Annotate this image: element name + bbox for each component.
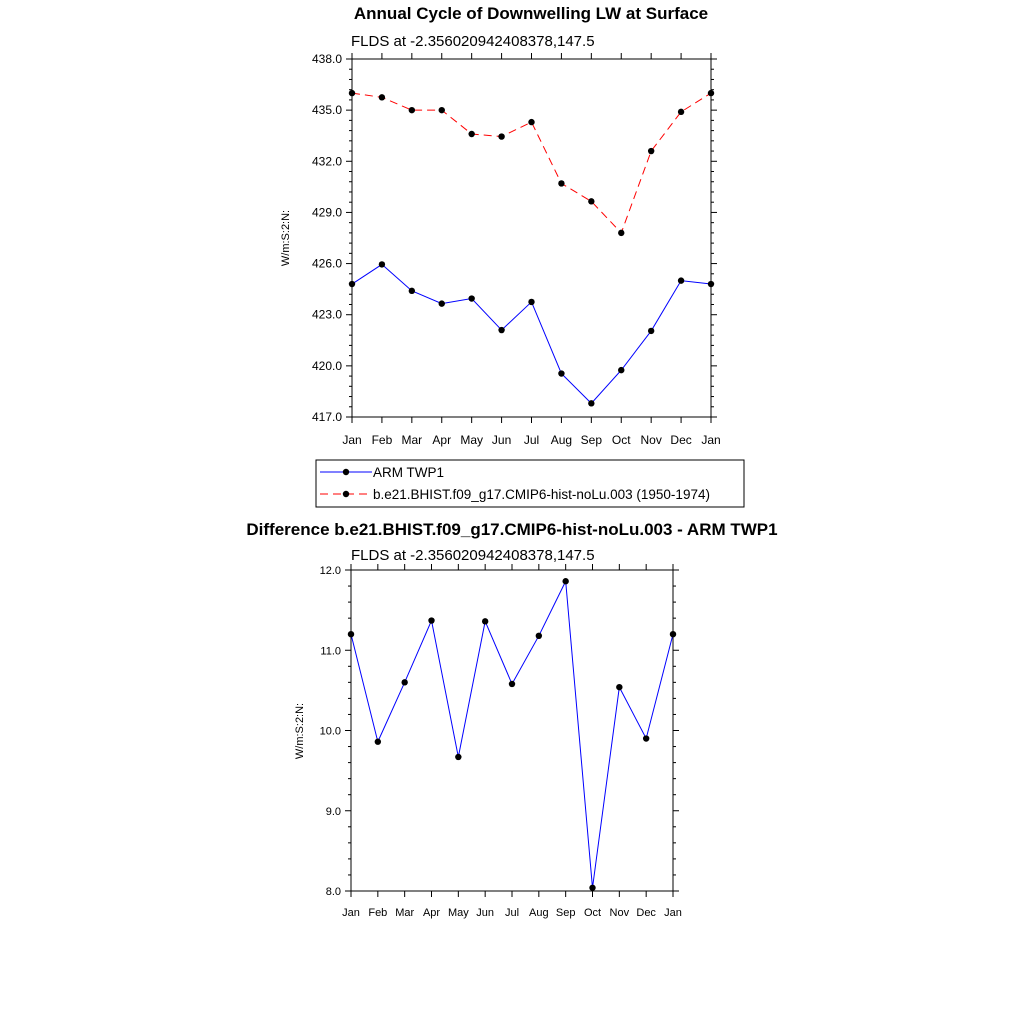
x-tick-label: Jan <box>342 907 360 919</box>
series-1-point <box>648 148 654 154</box>
legend-marker-model <box>343 491 349 497</box>
y-tick-label: 435.0 <box>311 103 342 118</box>
series-0-point <box>379 261 385 267</box>
annual-cycle-panel <box>280 4 721 447</box>
x-tick-label: Apr <box>432 433 452 447</box>
x-tick-label: Dec <box>636 907 656 919</box>
series-1-point <box>439 107 445 113</box>
x-tick-label: Aug <box>550 433 573 447</box>
x-tick-label: Mar <box>401 433 423 447</box>
x-tick-label: Mar <box>395 907 415 919</box>
y-axis-label: W/m:S:2:N: <box>280 209 292 267</box>
x-tick-label: Jun <box>491 433 512 447</box>
x-tick-label: Jan <box>342 433 362 447</box>
x-tick-label: Jun <box>476 907 495 919</box>
series-0-point <box>349 281 355 287</box>
series-0-point <box>528 299 534 305</box>
series-0-point <box>468 295 474 301</box>
series-0-point <box>348 631 354 637</box>
y-tick-label: 9.0 <box>325 805 341 818</box>
legend-marker-arm <box>343 469 349 475</box>
series-0-point <box>482 618 488 624</box>
difference-title: Difference b.e21.BHIST.f09_g17.CMIP6-hist-noLu.003 - ARM TWP1 <box>246 520 778 539</box>
series-0-point <box>643 735 649 741</box>
series-0-point <box>678 277 684 283</box>
series-0-point <box>536 633 542 639</box>
series-1-point <box>498 133 504 139</box>
x-tick-label: Feb <box>368 907 388 919</box>
series-0-point <box>455 754 461 760</box>
series-1-point <box>678 109 684 115</box>
series-0-point <box>670 631 676 637</box>
x-tick-label: Oct <box>611 433 631 447</box>
series-1-point <box>528 119 534 125</box>
y-tick-label: 11.0 <box>320 645 341 658</box>
x-tick-label: Jul <box>504 907 520 919</box>
series-line-0 <box>351 581 673 888</box>
x-tick-label: Feb <box>371 433 393 447</box>
x-tick-label: Oct <box>583 907 602 919</box>
x-tick-label: May <box>460 433 484 447</box>
plot-area <box>312 52 721 447</box>
series-0-point <box>562 578 568 584</box>
series-1-point <box>588 198 594 204</box>
series-0-point <box>589 885 595 891</box>
series-1-point <box>618 230 624 236</box>
series-0-point <box>428 617 434 623</box>
x-tick-label: Jan <box>664 907 682 919</box>
chart-subtitle: FLDS at -2.356020942408378,147.5 <box>351 33 595 50</box>
difference-subtitle: FLDS at -2.356020942408378,147.5 <box>351 547 595 564</box>
series-0-point <box>401 679 407 685</box>
series-1-point <box>349 90 355 96</box>
y-tick-label: 438.0 <box>311 52 342 66</box>
difference-y-axis-label: W/m:S:2:N: <box>294 702 306 760</box>
x-tick-label: Nov <box>640 433 662 447</box>
y-tick-label: 423.0 <box>311 307 342 322</box>
series-0-point <box>375 739 381 745</box>
legend-label-arm: ARM TWP1 <box>373 465 445 480</box>
series-0-point <box>616 684 622 690</box>
x-tick-label: Sep <box>555 907 576 919</box>
x-tick-label: Dec <box>670 433 692 447</box>
x-tick-label: Jul <box>523 433 540 447</box>
series-0-point <box>558 370 564 376</box>
x-tick-label: May <box>447 907 469 919</box>
series-0-point <box>588 400 594 406</box>
chart-title: Annual Cycle of Downwelling LW at Surface <box>353 4 709 23</box>
series-1-point <box>409 107 415 113</box>
y-tick-label: 8.0 <box>325 886 341 898</box>
legend-label-model: b.e21.BHIST.f09_g17.CMIP6-hist-noLu.003 (1950-1974) <box>373 487 710 502</box>
difference-plot-area <box>320 564 682 919</box>
x-tick-label: Sep <box>580 433 603 447</box>
y-tick-label: 12.0 <box>319 565 341 577</box>
y-tick-label: 417.0 <box>311 410 342 424</box>
x-tick-label: Aug <box>529 907 549 919</box>
y-tick-label: 429.0 <box>311 205 342 220</box>
series-0-point <box>618 367 624 373</box>
legend <box>316 460 744 507</box>
series-line-1 <box>352 93 711 233</box>
series-line-0 <box>352 264 711 403</box>
x-tick-label: Apr <box>422 907 441 919</box>
y-tick-label: 426.0 <box>311 256 342 271</box>
series-1-point <box>708 90 714 96</box>
series-1-point <box>379 94 385 100</box>
series-0-point <box>498 327 504 333</box>
y-tick-label: 420.0 <box>311 358 342 373</box>
plot-frame <box>352 59 711 417</box>
difference-panel <box>246 520 777 919</box>
series-0-point <box>648 328 654 334</box>
series-0-point <box>439 300 445 306</box>
series-0-point <box>509 681 515 687</box>
series-0-point <box>409 288 415 294</box>
series-1-point <box>468 131 474 137</box>
plot-frame <box>351 570 673 891</box>
series-1-point <box>558 180 564 186</box>
x-tick-label: Jan <box>701 433 721 447</box>
y-tick-label: 10.0 <box>319 725 341 738</box>
x-tick-label: Nov <box>609 907 630 919</box>
y-tick-label: 432.0 <box>311 154 342 169</box>
series-0-point <box>708 281 714 287</box>
